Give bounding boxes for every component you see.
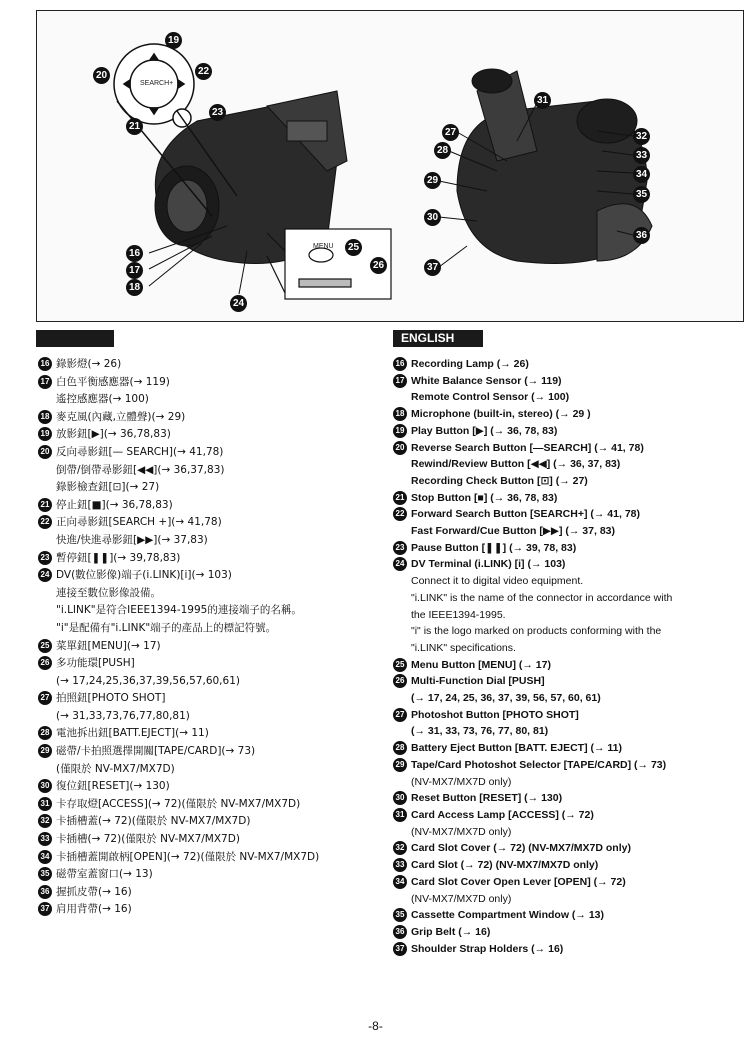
list-item <box>38 725 358 743</box>
item-text: Photoshot Button [PHOTO SHOT] <box>411 708 579 721</box>
menu-label: MENU <box>313 243 334 250</box>
item-number: 27 <box>38 691 52 705</box>
item-text: (僅限於 NV-MX7/MX7D) <box>56 762 175 775</box>
item-text: DV Terminal (i.LINK) [i] (→ 103) <box>411 558 566 571</box>
item-text: DV(數位影像)端子(i.LINK)[i](→ 103) <box>56 569 232 582</box>
item-text: 連接至數位影像設備。 <box>56 586 161 599</box>
item-number: 33 <box>38 832 52 846</box>
item-text: (NV-MX7/MX7D only) <box>411 825 512 838</box>
list-item <box>38 426 358 444</box>
item-text: Microphone (built-in, stereo) (→ 29 ) <box>411 408 591 421</box>
item-number: 20 <box>393 441 407 455</box>
item-text: Reverse Search Button [—SEARCH] (→ 41, 78) <box>411 441 644 454</box>
list-item <box>38 567 358 637</box>
list-item <box>393 707 738 740</box>
item-number: 30 <box>393 791 407 805</box>
item-number: 26 <box>38 656 52 670</box>
item-number: 36 <box>38 885 52 899</box>
list-item <box>393 857 738 874</box>
list-item <box>38 356 358 374</box>
item-text: 停止鈕[■](→ 36,78,83) <box>56 498 173 511</box>
item-text: 反向尋影鈕[— SEARCH](→ 41,78) <box>56 445 224 458</box>
page-number: -8- <box>368 1019 383 1033</box>
item-text: 卡插槽蓋(→ 72)(僅限於 NV-MX7/MX7D) <box>56 815 251 828</box>
item-text: Recording Lamp (→ 26) <box>411 358 529 370</box>
item-number: 26 <box>393 674 407 688</box>
item-number: 22 <box>38 515 52 529</box>
item-text: 正向尋影鈕[SEARCH +](→ 41,78) <box>56 516 222 529</box>
list-item <box>38 409 358 427</box>
item-number: 18 <box>393 407 407 421</box>
list-item <box>393 907 738 924</box>
item-text: "i.LINK" specifications. <box>411 641 516 654</box>
item-number: 32 <box>38 814 52 828</box>
item-text: Grip Belt (→ 16) <box>411 925 491 938</box>
callout-36: 36 <box>633 227 650 244</box>
callout-20: 20 <box>93 67 110 84</box>
item-number: 19 <box>393 424 407 438</box>
item-text: Recording Check Button [⊡] (→ 27) <box>411 474 588 487</box>
chinese-parts-list <box>38 356 358 919</box>
callout-22: 22 <box>195 63 212 80</box>
item-text: "i.LINK"是符合IEEE1394-1995的連接端子的名稱。 <box>56 604 302 617</box>
item-text: (→ 31, 33, 73, 76, 77, 80, 81) <box>411 725 549 738</box>
item-text: (NV-MX7/MX7D only) <box>411 892 512 905</box>
callout-33: 33 <box>633 147 650 164</box>
item-number: 32 <box>393 841 407 855</box>
list-item <box>38 813 358 831</box>
list-item <box>393 874 738 907</box>
callout-37: 37 <box>424 259 441 276</box>
item-number: 28 <box>393 741 407 755</box>
item-number: 19 <box>38 427 52 441</box>
list-item <box>393 356 738 373</box>
item-number: 27 <box>393 708 407 722</box>
list-item <box>38 901 358 919</box>
list-item <box>393 373 738 406</box>
list-item <box>393 941 738 958</box>
list-item <box>38 796 358 814</box>
item-text: 拍照鈕[PHOTO SHOT] <box>56 692 166 705</box>
item-number: 16 <box>393 357 407 371</box>
list-item <box>38 884 358 902</box>
item-number: 23 <box>393 541 407 555</box>
item-text: Reset Button [RESET] (→ 130) <box>411 792 563 805</box>
item-text: Cassette Compartment Window (→ 13) <box>411 909 605 922</box>
callout-23: 23 <box>209 104 226 121</box>
item-text: "i"是配備有"i.LINK"端子的產品上的標記符號。 <box>56 621 277 634</box>
item-text: 磁帶/卡拍照選擇開關[TAPE/CARD](→ 73) <box>56 745 256 758</box>
item-text: "i" is the logo marked on products conforming with the <box>411 625 662 638</box>
item-text: (→ 17,24,25,36,37,39,56,57,60,61) <box>56 674 240 687</box>
item-number: 24 <box>38 568 52 582</box>
callout-29: 29 <box>424 172 441 189</box>
item-number: 20 <box>38 445 52 459</box>
list-item <box>38 831 358 849</box>
item-number: 18 <box>38 410 52 424</box>
item-number: 16 <box>38 357 52 371</box>
item-number: 22 <box>393 507 407 521</box>
callout-30: 30 <box>424 209 441 226</box>
chinese-section-header <box>36 330 114 347</box>
list-item <box>38 778 358 796</box>
item-number: 25 <box>38 639 52 653</box>
callout-17: 17 <box>126 262 143 279</box>
item-text: 白色平衡感應器(→ 119) <box>56 375 170 388</box>
item-number: 35 <box>393 908 407 922</box>
item-text: Card Access Lamp [ACCESS] (→ 72) <box>411 808 594 821</box>
callout-34: 34 <box>633 166 650 183</box>
item-text: 菜單鈕[MENU](→ 17) <box>56 639 161 652</box>
list-item <box>393 657 738 674</box>
item-text: White Balance Sensor (→ 119) <box>411 374 562 387</box>
list-item <box>393 556 738 656</box>
list-item <box>38 374 358 409</box>
item-number: 37 <box>393 942 407 956</box>
item-text: 卡存取燈[ACCESS](→ 72)(僅限於 NV-MX7/MX7D) <box>56 797 301 810</box>
item-text: 卡插槽(→ 72)(僅限於 NV-MX7/MX7D) <box>56 833 240 846</box>
item-text: Remote Control Sensor (→ 100) <box>411 391 570 404</box>
list-item <box>393 506 738 539</box>
list-item <box>393 540 738 557</box>
list-item <box>393 790 738 807</box>
item-text: (→ 17, 24, 25, 36, 37, 39, 56, 57, 60, 61) <box>411 692 601 705</box>
list-item <box>38 514 358 549</box>
list-item <box>393 740 738 757</box>
item-text: Stop Button [■] (→ 36, 78, 83) <box>411 491 558 504</box>
list-item <box>393 406 738 423</box>
item-number: 17 <box>393 374 407 388</box>
item-text: Card Slot Cover (→ 72) (NV-MX7/MX7D only) <box>411 842 631 855</box>
callout-16: 16 <box>126 245 143 262</box>
item-number: 24 <box>393 557 407 571</box>
english-parts-list <box>393 356 738 957</box>
item-text: 遙控感應器(→ 100) <box>56 393 149 406</box>
list-item <box>38 849 358 867</box>
item-text: Card Slot Cover Open Lever [OPEN] (→ 72) <box>411 875 626 888</box>
callout-24: 24 <box>230 295 247 312</box>
callout-26: 26 <box>370 257 387 274</box>
callout-27: 27 <box>442 124 459 141</box>
list-item <box>393 490 738 507</box>
item-number: 31 <box>393 808 407 822</box>
list-item <box>393 924 738 941</box>
callout-25: 25 <box>345 239 362 256</box>
list-item <box>38 497 358 515</box>
list-item <box>38 655 358 690</box>
item-text: Rewind/Review Button [◀◀] (→ 36, 37, 83) <box>411 458 621 471</box>
list-item <box>393 673 738 706</box>
list-item <box>38 444 358 497</box>
list-item <box>393 440 738 490</box>
item-number: 29 <box>393 758 407 772</box>
item-number: 34 <box>38 850 52 864</box>
item-number: 21 <box>393 491 407 505</box>
item-number: 25 <box>393 658 407 672</box>
item-text: Pause Button [❚❚] (→ 39, 78, 83) <box>411 541 577 554</box>
item-text: 電池拆出鈕[BATT.EJECT](→ 11) <box>56 727 209 740</box>
item-text: Shoulder Strap Holders (→ 16) <box>411 942 564 955</box>
item-number: 29 <box>38 744 52 758</box>
item-number: 37 <box>38 902 52 916</box>
item-text: Connect it to digital video equipment. <box>411 575 584 588</box>
item-text: (→ 31,33,73,76,77,80,81) <box>56 709 190 722</box>
list-item <box>393 757 738 790</box>
item-text: 倒帶/倒帶尋影鈕[◀◀](→ 36,37,83) <box>56 463 225 476</box>
item-text: Multi-Function Dial [PUSH] <box>411 675 545 688</box>
list-item <box>38 638 358 656</box>
item-text: 錄影燈(→ 26) <box>56 358 122 370</box>
callout-19: 19 <box>165 32 182 49</box>
item-text: "i.LINK" is the name of the connector in accordance with <box>411 591 673 604</box>
item-text: Menu Button [MENU] (→ 17) <box>411 658 551 671</box>
item-text: Forward Search Button [SEARCH+] (→ 41, 78) <box>411 508 640 521</box>
callout-18: 18 <box>126 279 143 296</box>
item-number: 31 <box>38 797 52 811</box>
item-number: 34 <box>393 875 407 889</box>
item-text: 肩用背帶(→ 16) <box>56 903 132 916</box>
item-text: 放影鈕[▶](→ 36,78,83) <box>56 428 171 441</box>
item-text: 磁帶室蓋窗口(→ 13) <box>56 868 153 881</box>
list-item <box>38 866 358 884</box>
item-text: 暫停鈕[❚❚](→ 39,78,83) <box>56 551 181 564</box>
list-item <box>393 840 738 857</box>
camcorder-illustration <box>36 10 744 322</box>
item-number: 30 <box>38 779 52 793</box>
list-item <box>38 743 358 778</box>
callout-21: 21 <box>126 118 143 135</box>
item-text: the IEEE1394-1995. <box>411 608 506 621</box>
item-number: 17 <box>38 375 52 389</box>
item-text: 握抓皮帶(→ 16) <box>56 885 132 898</box>
callout-31: 31 <box>534 92 551 109</box>
callout-32: 32 <box>633 128 650 145</box>
item-number: 28 <box>38 726 52 740</box>
item-number: 21 <box>38 498 52 512</box>
list-item <box>38 690 358 725</box>
item-text: Battery Eject Button [BATT. EJECT] (→ 11) <box>411 742 622 755</box>
item-text: 多功能環[PUSH] <box>56 657 135 670</box>
item-number: 35 <box>38 867 52 881</box>
callout-28: 28 <box>434 142 451 159</box>
item-text: 復位鈕[RESET](→ 130) <box>56 780 170 793</box>
item-number: 23 <box>38 551 52 565</box>
item-text: Tape/Card Photoshot Selector [TAPE/CARD] (→ 73) <box>411 758 667 771</box>
item-text: Fast Forward/Cue Button [▶▶] (→ 37, 83) <box>411 525 615 538</box>
item-number: 33 <box>393 858 407 872</box>
item-number: 36 <box>393 925 407 939</box>
list-item <box>38 550 358 568</box>
item-text: (NV-MX7/MX7D only) <box>411 775 512 788</box>
item-text: 麥克風(內藏,立體聲)(→ 29) <box>56 410 186 423</box>
callout-35: 35 <box>633 186 650 203</box>
list-item <box>393 807 738 840</box>
english-section-header: ENGLISH <box>393 330 483 347</box>
item-text: Play Button [▶] (→ 36, 78, 83) <box>411 424 558 437</box>
item-text: 錄影檢查鈕[⊡](→ 27) <box>56 481 160 494</box>
item-text: 卡插槽蓋開啟柄[OPEN](→ 72)(僅限於 NV-MX7/MX7D) <box>56 850 320 863</box>
item-text: Card Slot (→ 72) (NV-MX7/MX7D only) <box>411 859 599 872</box>
list-item <box>393 423 738 440</box>
item-text: 快進/快進尋影鈕[▶▶](→ 37,83) <box>56 533 208 546</box>
dial-label: SEARCH+ <box>140 80 174 87</box>
